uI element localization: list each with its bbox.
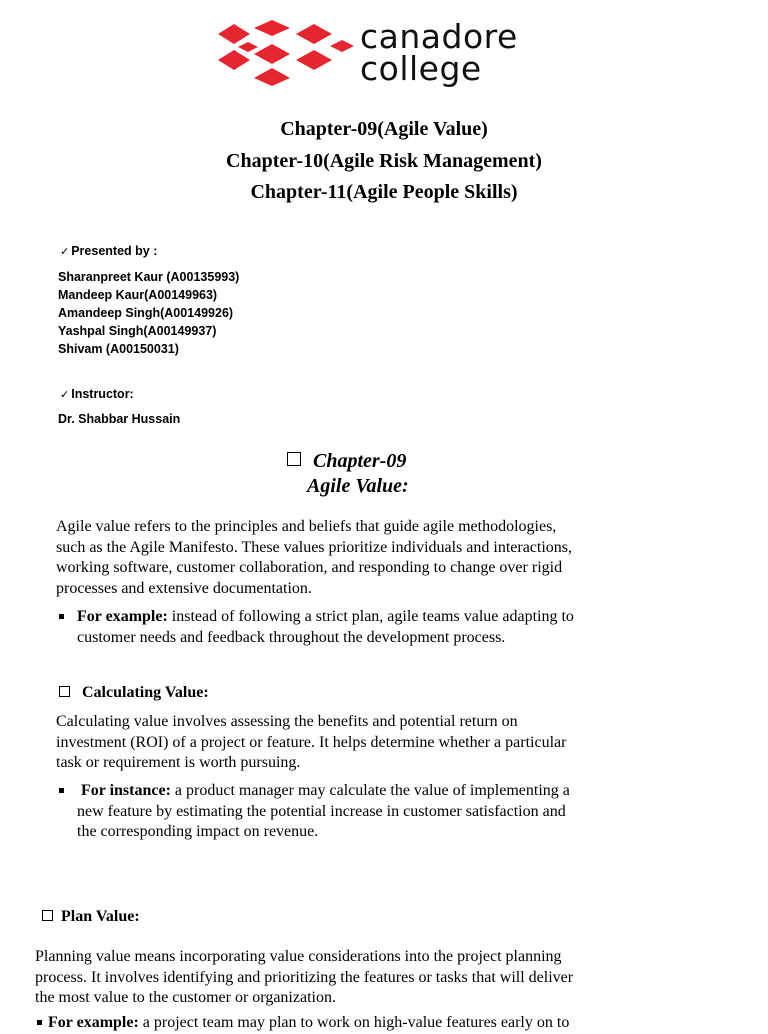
paragraph-line: process. It involves identifying and prioritizing the features or tasks that will deliver bbox=[35, 968, 574, 986]
list-item: Amandeep Singh(A00149926) bbox=[58, 306, 234, 320]
square-bullet-icon bbox=[59, 788, 64, 793]
list-item: Mandeep Kaur(A00149963) bbox=[58, 288, 218, 302]
document-title-3: Chapter-11(Agile People Skills) bbox=[250, 181, 518, 203]
plan-example-cutoff bbox=[48, 1013, 569, 1034]
instructor-heading bbox=[60, 387, 134, 401]
presented-by-heading bbox=[60, 244, 157, 258]
example-text-line2: customer needs and feedback throughout the development process. bbox=[77, 628, 506, 646]
paragraph-line: Calculating value involves assessing the benefits and potential return on bbox=[56, 713, 518, 730]
checkbox-bullet-icon bbox=[287, 452, 301, 466]
college-logo bbox=[218, 17, 598, 88]
list-item: Yashpal Singh(A00149937) bbox=[58, 324, 217, 338]
logo-text-line2: college bbox=[360, 49, 482, 88]
instance-text-line: the corresponding impact on revenue. bbox=[77, 823, 319, 840]
checkbox-bullet-icon bbox=[42, 910, 53, 921]
square-bullet-icon bbox=[59, 614, 64, 619]
paragraph-line: processes and extensive documentation. bbox=[56, 579, 312, 597]
paragraph-line: such as the Agile Manifesto. These values prioritize individuals and interactions, bbox=[56, 538, 573, 556]
instructor-name: Dr. Shabbar Hussain bbox=[58, 412, 181, 426]
calculating-paragraph bbox=[56, 712, 566, 774]
plan-paragraph bbox=[35, 947, 573, 1009]
plan-value-heading: Plan Value: bbox=[61, 908, 140, 925]
presenter-list bbox=[58, 268, 239, 358]
instance-text: a product manager may calculate the value of implementing a bbox=[170, 782, 570, 799]
list-item: Sharanpreet Kaur (A00135993) bbox=[58, 270, 240, 284]
instructor-label: Instructor: bbox=[71, 387, 134, 401]
square-bullet-icon bbox=[37, 1020, 42, 1025]
logo-text-line1: canadore bbox=[360, 17, 518, 56]
paragraph-line: task or requirement is worth pursuing. bbox=[56, 754, 301, 771]
checkmark-icon: ✓ bbox=[60, 389, 70, 401]
example-label: For example: bbox=[77, 608, 168, 625]
chapter09-heading: Chapter-09 bbox=[313, 450, 407, 472]
instance-bullet bbox=[77, 781, 570, 843]
paragraph-line: working software, customer collaboration, and responding to change over rigid bbox=[56, 559, 563, 576]
plan-example-text: a project team may plan to work on high-value features early on to bbox=[138, 1014, 570, 1031]
plan-example-label: For example: bbox=[48, 1014, 139, 1031]
paragraph-line: investment (ROI) of a project or feature. It helps determine whether a particular bbox=[56, 733, 567, 751]
document-title-2: Chapter-10(Agile Risk Management) bbox=[226, 150, 542, 172]
logo-chevrons-icon bbox=[218, 20, 354, 86]
checkmark-icon: ✓ bbox=[60, 246, 70, 258]
presented-by-label: Presented by : bbox=[71, 244, 158, 258]
calculating-value-heading: Calculating Value: bbox=[82, 684, 209, 701]
document-title-1: Chapter-09(Agile Value) bbox=[280, 118, 488, 140]
chapter09-paragraph bbox=[56, 517, 572, 599]
instance-label: For instance: bbox=[81, 782, 171, 799]
paragraph-line: Planning value means incorporating value considerations into the project planning bbox=[35, 948, 562, 965]
paragraph-line: the most value to the customer or organization. bbox=[35, 989, 336, 1006]
example-text: instead of following a strict plan, agile teams value adapting to bbox=[167, 608, 574, 625]
instance-text-line: new feature by estimating the potential increase in customer satisfaction and bbox=[77, 802, 566, 820]
list-item: Shivam (A00150031) bbox=[58, 342, 179, 356]
paragraph-line: Agile value refers to the principles and beliefs that guide agile methodologies, bbox=[56, 518, 557, 535]
checkbox-bullet-icon bbox=[59, 686, 70, 697]
example-bullet bbox=[77, 607, 574, 648]
chapter09-subheading: Agile Value: bbox=[307, 475, 409, 497]
